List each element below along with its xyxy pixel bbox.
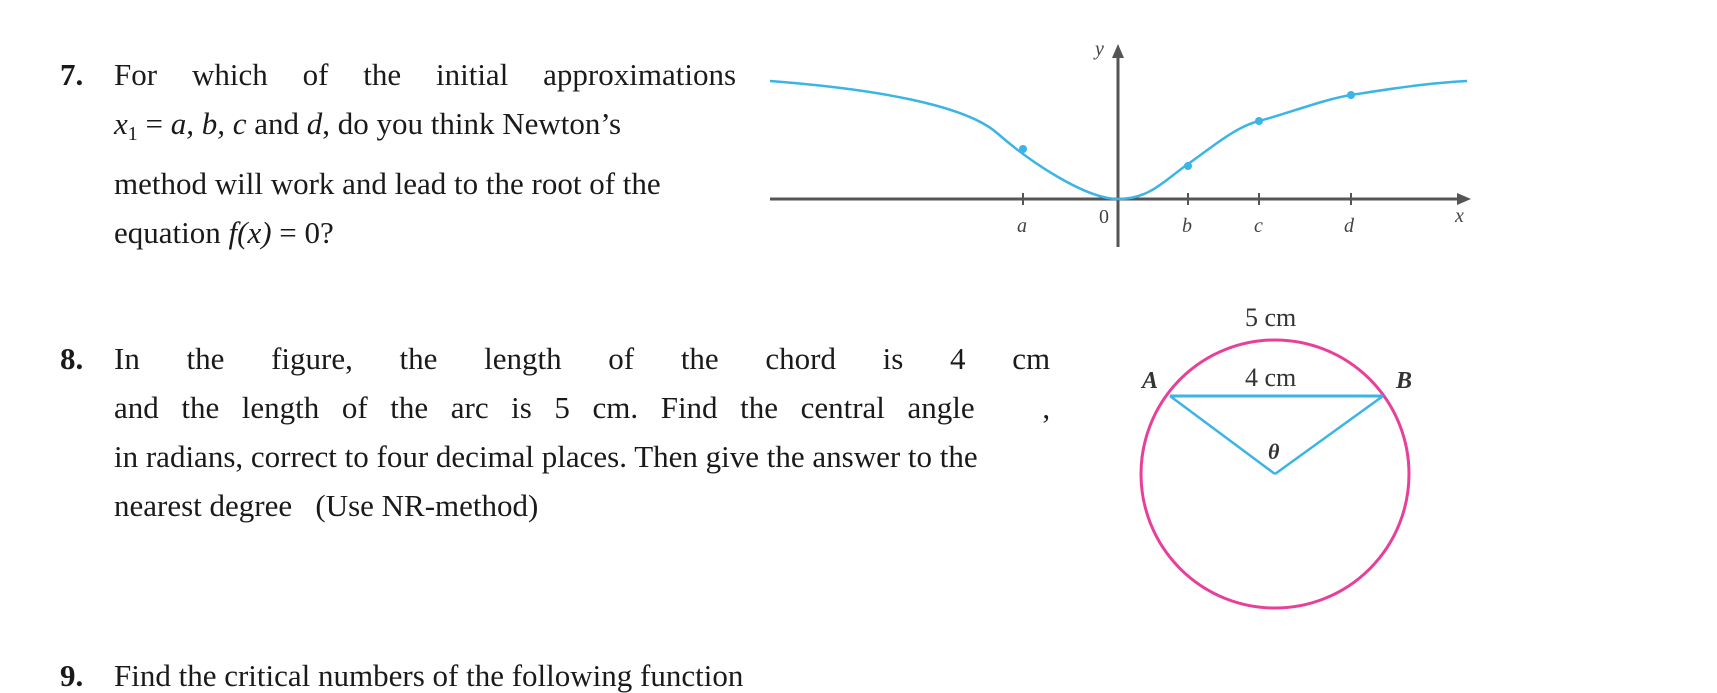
radius-a xyxy=(1170,396,1275,474)
y-axis-label: y xyxy=(1095,38,1104,60)
point-b xyxy=(1184,162,1192,170)
problem-7-line-1 xyxy=(114,50,736,99)
var-list: a, b, c xyxy=(170,106,247,141)
newton-graph xyxy=(765,35,1485,255)
problem-8-line-4: nearest degree (Use NR-method) xyxy=(114,488,539,523)
var-x: x xyxy=(114,106,128,141)
arc-label: 5 cm xyxy=(1245,303,1297,332)
problem-8-line-1-word: the xyxy=(680,341,719,376)
x-axis-label: x xyxy=(1455,205,1464,227)
problem-8-line-1-word: of xyxy=(608,341,635,376)
problem-8-line-2-word: the xyxy=(390,390,429,425)
problem-8-line-1-word: length xyxy=(484,341,562,376)
line-rest: , do you think Newton’s xyxy=(322,106,622,141)
y-axis-arrow xyxy=(1112,44,1124,58)
radius-b xyxy=(1275,396,1383,474)
problem-7-line-1-word: the xyxy=(363,57,402,92)
problem-8-line-2-word: central xyxy=(800,390,885,425)
problem-7-line-2 xyxy=(114,99,736,159)
point-a xyxy=(1019,145,1027,153)
word-equation: equation xyxy=(114,215,229,250)
problem-8-line-1-word: chord xyxy=(765,341,836,376)
problem-9-text: Find the critical numbers of the following function xyxy=(114,658,744,693)
label-b: b xyxy=(1182,215,1192,237)
problem-8-line-1-word: the xyxy=(399,341,438,376)
problem-7-number: 7. xyxy=(60,57,84,92)
chord-label: 4 cm xyxy=(1245,363,1297,392)
problem-8-line-2 xyxy=(114,383,1050,432)
problem-8-line-1 xyxy=(114,334,1050,383)
problem-8-line-2-word: 5 xyxy=(554,390,570,425)
problem-7-line-1-word: initial xyxy=(435,57,509,92)
problem-8-line-2-word: the xyxy=(740,390,779,425)
subscript-1: 1 xyxy=(127,123,138,145)
func-f: f xyxy=(228,215,238,250)
problem-7-text xyxy=(114,50,736,257)
problem-8-line-2-word: angle xyxy=(907,390,975,425)
equation-x1 xyxy=(114,99,621,159)
func-arg: (x) xyxy=(237,215,272,250)
point-b-label: B xyxy=(1396,368,1413,394)
angle-label: θ xyxy=(1268,439,1280,464)
problem-8-line-1-word: cm xyxy=(1012,341,1051,376)
problem-7-line-1-word: of xyxy=(302,57,329,92)
problem-8-line-2-word: and xyxy=(114,390,159,425)
problem-8-line-2-word: arc xyxy=(450,390,489,425)
problem-9-partial xyxy=(60,658,884,693)
problem-8-line-1-word: 4 xyxy=(950,341,966,376)
point-a-label: A xyxy=(1142,368,1159,394)
label-a: a xyxy=(1017,215,1027,237)
problem-8-line-2-word: cm. xyxy=(592,390,639,425)
problem-8-line-2-word: length xyxy=(241,390,320,425)
equals-sign: = xyxy=(137,106,171,141)
problem-8-line-2-word: of xyxy=(341,390,368,425)
word-and: and xyxy=(246,106,307,141)
problem-9-number: 9. xyxy=(60,658,84,693)
problem-7-line-1-word: approximations xyxy=(543,57,737,92)
problem-8-line-1-word: the xyxy=(186,341,225,376)
problem-8-line-2-word: is xyxy=(511,390,532,425)
var-d: d xyxy=(306,106,323,141)
problem-8-line-1-word: figure, xyxy=(271,341,353,376)
problem-8-line-3: in radians, correct to four decimal places. Then give the answer to the xyxy=(114,439,978,474)
label-c: c xyxy=(1254,215,1263,237)
x-axis-arrow xyxy=(1457,193,1471,205)
problem-8-text xyxy=(114,334,1050,530)
label-d: d xyxy=(1344,215,1354,237)
problem-8-line-2-word: Find xyxy=(660,390,718,425)
problem-8-number: 8. xyxy=(60,341,84,376)
point-c xyxy=(1255,117,1263,125)
problem-8-line-2-word: the xyxy=(181,390,220,425)
equals-zero: = 0? xyxy=(271,215,334,250)
point-d xyxy=(1347,91,1355,99)
circle-figure xyxy=(1120,296,1440,626)
problem-7-line-4 xyxy=(114,208,736,257)
problem-8-line-1-word: is xyxy=(882,341,904,376)
problem-7-line-3: method will work and lead to the root of the xyxy=(114,166,661,201)
problem-8-line-2-word: , xyxy=(1042,390,1051,425)
problem-7-line-1-word: For xyxy=(114,57,158,92)
origin-label: 0 xyxy=(1099,206,1109,228)
problem-8-line-1-word: In xyxy=(114,341,140,376)
problem-7-line-1-word: which xyxy=(191,57,268,92)
problem-8-line-2-word xyxy=(997,390,1020,425)
